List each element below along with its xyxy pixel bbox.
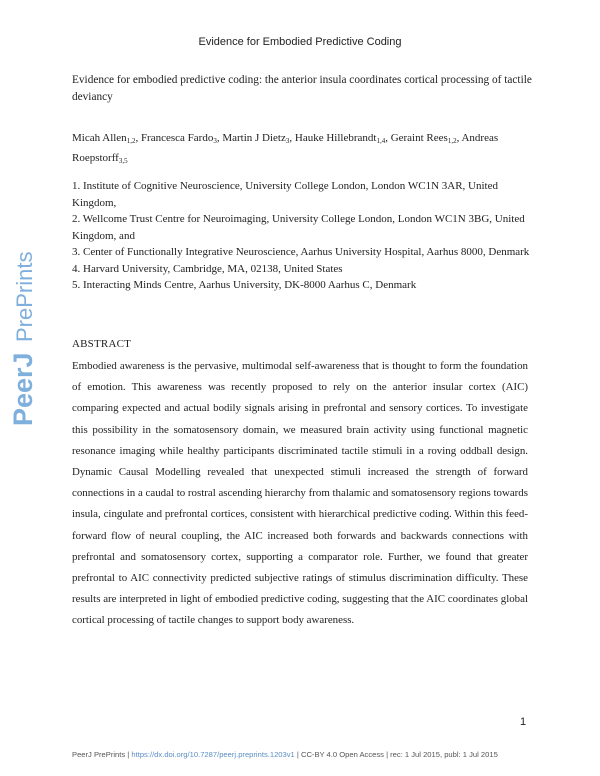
doi-link[interactable]: https://dx.doi.org/10.7287/peerj.preprints.1203v1 xyxy=(131,750,295,759)
abstract-heading: ABSTRACT xyxy=(72,338,132,350)
author-list: Micah Allen$_{1,2}$, Francesca Fardo$_3$, Martin J Dietz$_3$, Hauke Hillebrandt$_{1,4}$, Geraint Rees$_{1,2}$, Andreas Roepstorff$_{3,5}$ xyxy=(72,132,499,165)
page-number: 1 xyxy=(520,716,527,728)
peerj-preprints-logo xyxy=(4,230,44,430)
author-name: Andreas Roepstorff xyxy=(72,132,499,164)
author-name: Micah Allen xyxy=(72,132,127,144)
logo-product-text: PrePrints xyxy=(12,251,37,342)
affiliation-item: 2. Wellcome Trust Centre for Neuroimaging, University College London, London WC1N 3BG, United Kingdom, and xyxy=(72,213,525,242)
abstract-text: Embodied awareness is the pervasive, multimodal self-awareness that is thought to form the foundation of emotion. This awareness was recently proposed to rely on the anterior insular cortex (AIC) comparing expected and actual bodily signals arising in prefrontal and sensory cortices. To investigate this possibility in the somatosensory domain, we measured brain activity using functional magnetic resonance imaging while healthy participants discriminated tactile stimuli in a roving oddball design. Dynamic Causal Modelling revealed that unexpected stimuli increased the strength of forward connections in a caudal to rostral ascending hierarchy from thalamic and somatosensory regions towards insula, cingulate and prefrontal cortices, consistent with hierarchical predictive coding. Within this feed-forward flow of neural coupling, the AIC increased both forwards and backwards connections with prefrontal and somatosensory cortex, supporting a comparator role. Further, we found that greater prefrontal to AIC connectivity predicted subjective ratings of stimulus discrimination difficulty. These results are interpreted in light of embodied predictive coding, suggesting that the AIC coordinates global cortical processing of tactile changes to support body awareness. xyxy=(72,360,528,627)
affiliation-item: 5. Interacting Minds Centre, Aarhus University, DK-8000 Aarhus C, Denmark xyxy=(72,279,417,291)
running-head: Evidence for Embodied Predictive Coding xyxy=(198,36,402,48)
author-affiliation-index: 3 xyxy=(285,137,290,145)
footer xyxy=(72,750,542,759)
author-affiliation-index: 3,5 xyxy=(118,157,128,165)
author-name: Francesca Fardo xyxy=(140,132,214,144)
author-affiliation-index: 1,4 xyxy=(376,137,386,145)
affiliation-item: 4. Harvard University, Cambridge, MA, 02138, United States xyxy=(72,262,343,275)
logo-brand-text: PeerJ xyxy=(8,352,38,426)
footer-separator: | xyxy=(125,750,132,759)
paper-title: Evidence for embodied predictive coding: the anterior insula coordinates cortical processing of tactile deviancy xyxy=(72,74,532,103)
author-name: Hauke Hillebrandt xyxy=(294,132,377,144)
author-name: Geraint Rees xyxy=(390,132,448,144)
affiliation-list xyxy=(72,178,542,294)
footer-license: | CC-BY 4.0 Open Access | rec: 1 Jul 2015, publ: 1 Jul 2015 xyxy=(294,750,498,759)
footer-source: PeerJ PrePrints xyxy=(72,750,126,759)
affiliation-item: 3. Center of Functionally Integrative Neuroscience, Aarhus University Hospital, Aarhus 8000, Denmark xyxy=(72,246,530,258)
author-affiliation-index: 3 xyxy=(213,137,217,145)
author-affiliation-index: 1,2 xyxy=(447,137,457,145)
author-name: Martin J Dietz xyxy=(222,132,286,144)
affiliation-item: 1. Institute of Cognitive Neuroscience, University College London, London WC1N 3AR, United Kingdom, xyxy=(72,180,498,209)
author-affiliation-index: 1,2 xyxy=(126,137,136,145)
